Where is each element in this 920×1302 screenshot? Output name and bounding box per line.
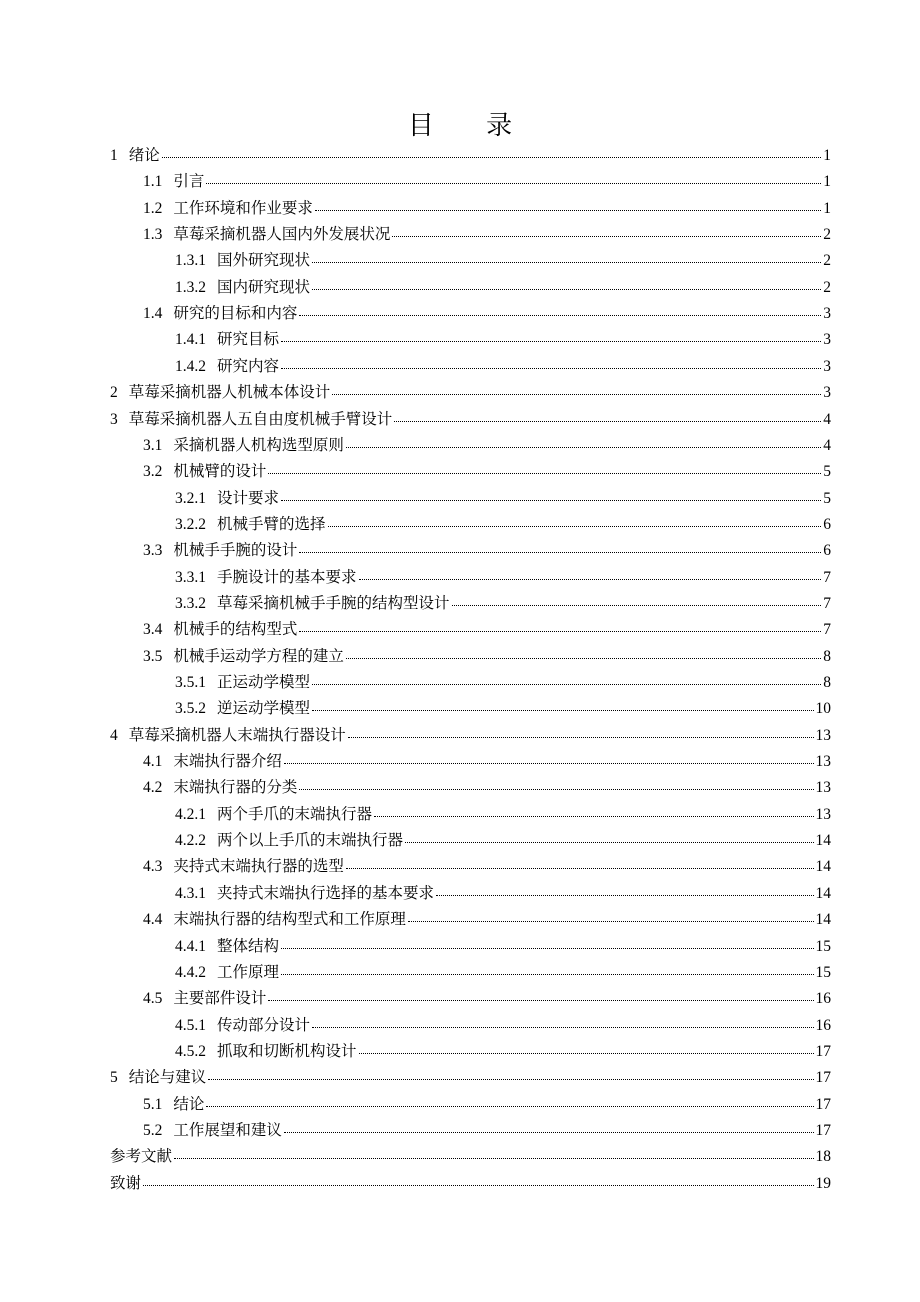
- dot-leader: [405, 841, 813, 843]
- toc-entry-number: 3.2: [143, 463, 163, 481]
- toc-entry-number: 3.5.2: [175, 700, 206, 718]
- toc-entry-label: 机械臂的设计: [173, 462, 267, 481]
- toc-entry-label: 夹持式末端执行器的选型: [173, 857, 344, 876]
- toc-entry-page: 19: [815, 1174, 831, 1192]
- toc-entry-page: 15: [815, 937, 831, 955]
- toc-entry[interactable]: [175, 669, 831, 695]
- toc-entry-page: 13: [815, 726, 831, 744]
- dot-leader: [162, 156, 821, 158]
- toc-entry-page: 5: [823, 489, 831, 507]
- toc-entry-label: 引言: [173, 172, 205, 191]
- toc-entry-number: 5.2: [143, 1121, 163, 1139]
- toc-entry-label: 草莓采摘机器人国内外发展状况: [173, 225, 391, 244]
- toc-entry-page: 14: [815, 858, 831, 876]
- dot-leader: [284, 762, 814, 764]
- toc-entry-page: 14: [815, 884, 831, 902]
- toc-entry-label: 草莓采摘机器人五自由度机械手臂设计: [128, 409, 393, 428]
- dot-leader: [452, 604, 822, 606]
- toc-entry-number: 3.2.1: [175, 489, 206, 507]
- toc-entry[interactable]: [110, 1170, 831, 1196]
- toc-entry[interactable]: [110, 406, 831, 432]
- dot-leader: [281, 499, 821, 501]
- dot-leader: [436, 894, 813, 896]
- toc-entry[interactable]: [143, 458, 831, 484]
- toc-entry-page: 16: [815, 990, 831, 1008]
- toc-entry[interactable]: [175, 1012, 831, 1038]
- toc-entry-page: 4: [823, 436, 831, 454]
- toc-entry[interactable]: [143, 853, 831, 879]
- toc-entry-number: 4.4.2: [175, 963, 206, 981]
- toc-entry-label: 草莓采摘机器人末端执行器设计: [128, 725, 346, 744]
- toc-entry-label: 机械手手腕的设计: [173, 541, 298, 560]
- toc-entry-page: 8: [823, 674, 831, 691]
- toc-entry-page: 18: [815, 1148, 831, 1166]
- toc-entry-page: 14: [815, 911, 831, 929]
- toc-entry-label: 末端执行器的分类: [173, 778, 298, 797]
- toc-entry[interactable]: [175, 880, 831, 906]
- toc-entry[interactable]: [175, 801, 831, 827]
- dot-leader: [281, 340, 821, 342]
- toc-entry[interactable]: [175, 933, 831, 959]
- toc-entry[interactable]: [175, 959, 831, 985]
- toc-entry-label: 采摘机器人机构选型原则: [173, 435, 344, 454]
- dot-leader: [328, 525, 822, 527]
- toc-entry-label: 工作展望和建议: [173, 1120, 282, 1139]
- toc-entry-number: 1.3: [143, 226, 163, 244]
- toc-entry-page: 17: [815, 1121, 831, 1139]
- dot-leader: [206, 182, 821, 184]
- toc-entry[interactable]: [143, 774, 831, 800]
- toc-entry-page: 3: [823, 384, 831, 402]
- toc-entry-number: 4.2.2: [175, 832, 206, 850]
- toc-entry-label: 国内研究现状: [217, 277, 311, 296]
- toc-entry[interactable]: [143, 168, 831, 194]
- toc-entry-label: 整体结构: [217, 936, 280, 955]
- dot-leader: [281, 973, 813, 975]
- toc-entry-number: 4.5.1: [175, 1016, 206, 1034]
- toc-entry-page: 7: [823, 621, 831, 639]
- toc-entry-label: 两个手爪的末端执行器: [217, 804, 373, 823]
- dot-leader: [346, 867, 814, 869]
- toc-entry[interactable]: [143, 1091, 831, 1117]
- dot-leader: [299, 630, 821, 632]
- dot-leader: [299, 788, 813, 790]
- toc-entry-page: 5: [823, 463, 831, 481]
- toc-entry-page: 2: [823, 278, 831, 296]
- toc-entry-number: 3.1: [143, 436, 163, 454]
- toc-entry[interactable]: [110, 1143, 831, 1169]
- toc-entry-page: 7: [823, 568, 831, 586]
- dot-leader: [206, 1105, 813, 1107]
- toc-entry-number: 4.2.1: [175, 805, 206, 823]
- toc-entry-number: 3.4: [143, 621, 163, 639]
- toc-entry-page: 17: [815, 1042, 831, 1060]
- toc-entry-page: 13: [815, 805, 831, 823]
- toc-entry-label: 草莓采摘机械手手腕的结构型设计: [217, 593, 450, 612]
- toc-entry-number: 1.4.2: [175, 357, 206, 375]
- toc-entry-page: 1: [823, 199, 831, 217]
- toc-entry-number: 4.4: [143, 911, 163, 929]
- toc-title: 目 录: [407, 111, 535, 141]
- toc-entry[interactable]: [143, 616, 831, 642]
- toc-entry-number: 2: [110, 384, 118, 402]
- toc-entry-number: 1.4.1: [175, 331, 206, 349]
- toc-entry-number: 1.4: [143, 305, 163, 323]
- toc-entry-page: 3: [823, 305, 831, 323]
- toc-entry-label: 研究目标: [217, 330, 280, 349]
- toc-entry-number: 1.3.2: [175, 278, 206, 296]
- toc-entry[interactable]: [175, 511, 831, 537]
- toc-entry-number: 4.5: [143, 990, 163, 1008]
- toc-entry-label: 传动部分设计: [217, 1015, 311, 1034]
- dot-leader: [143, 1184, 813, 1186]
- dot-leader: [281, 367, 821, 369]
- toc-entry-label: 结论与建议: [128, 1068, 207, 1087]
- toc-entry-page: 2: [823, 226, 831, 244]
- toc-entry[interactable]: [175, 353, 831, 379]
- toc-entry-label: 主要部件设计: [173, 989, 267, 1008]
- dot-leader: [312, 709, 813, 711]
- toc-entry[interactable]: [143, 906, 831, 932]
- toc-entry[interactable]: [175, 274, 831, 300]
- toc-entry-number: 1.2: [143, 199, 163, 217]
- toc-entry-label: 机械手臂的选择: [217, 514, 326, 533]
- toc-entry-page: 14: [815, 832, 831, 850]
- toc-entry-label: 两个以上手爪的末端执行器: [217, 831, 404, 850]
- dot-leader: [394, 420, 821, 422]
- toc-entry-number: 5: [110, 1069, 118, 1087]
- dot-leader: [268, 472, 821, 474]
- toc-entry-page: 2: [823, 252, 831, 270]
- toc-entry[interactable]: [143, 221, 831, 247]
- toc-entry-number: 4.1: [143, 753, 163, 771]
- toc-entry[interactable]: [110, 722, 831, 748]
- toc-entry-number: 3: [110, 410, 118, 428]
- toc-entry-number: 3.3.1: [175, 568, 206, 586]
- toc-entry-page: 1: [823, 173, 831, 191]
- toc-entry-number: 3.5.1: [175, 674, 206, 691]
- dot-leader: [332, 393, 821, 395]
- toc-entry-page: 7: [823, 594, 831, 612]
- toc-entry[interactable]: [143, 748, 831, 774]
- toc-entry-label: 设计要求: [217, 488, 280, 507]
- toc-entry-label: 参考文献: [110, 1147, 173, 1166]
- dot-leader: [299, 551, 821, 553]
- toc-entry-label: 绪论: [128, 146, 160, 164]
- dot-leader: [312, 1026, 813, 1028]
- toc-entry-page: 13: [815, 779, 831, 797]
- toc-entry-label: 工作原理: [217, 962, 280, 981]
- toc-entry-page: 1: [823, 147, 831, 164]
- toc-entry-label: 机械手运动学方程的建立: [173, 646, 344, 665]
- toc-entry[interactable]: [175, 827, 831, 853]
- toc-entry[interactable]: [143, 300, 831, 326]
- toc-entry-page: 13: [815, 753, 831, 771]
- toc-entry-label: 研究内容: [217, 356, 280, 375]
- toc-entry-label: 末端执行器介绍: [173, 752, 282, 771]
- toc-entry[interactable]: [175, 247, 831, 273]
- toc-entry-number: 4.4.1: [175, 937, 206, 955]
- toc-entry-label: 夹持式末端执行选择的基本要求: [217, 883, 435, 902]
- toc-entry-page: 6: [823, 542, 831, 560]
- toc-entry-label: 抓取和切断机构设计: [217, 1041, 357, 1060]
- toc-entry-page: 4: [823, 410, 831, 428]
- toc-entry-page: 8: [823, 647, 831, 665]
- toc-entry[interactable]: [110, 379, 831, 405]
- toc-entry-label: 工作环境和作业要求: [173, 198, 313, 217]
- toc-entry[interactable]: [175, 326, 831, 352]
- toc-entry-label: 逆运动学模型: [217, 699, 311, 718]
- dot-leader: [359, 1052, 814, 1054]
- toc-entry-label: 末端执行器的结构型式和工作原理: [173, 910, 406, 929]
- toc-entry-page: 17: [815, 1069, 831, 1087]
- toc-entry-number: 5.1: [143, 1095, 163, 1113]
- toc-entry-number: 4.2: [143, 779, 163, 797]
- toc-entry-page: 3: [823, 357, 831, 375]
- toc-entry[interactable]: [143, 195, 831, 221]
- dot-leader: [299, 314, 821, 316]
- toc-entry-number: 4.3.1: [175, 884, 206, 902]
- toc-entry[interactable]: [175, 695, 831, 721]
- dot-leader: [348, 736, 814, 738]
- toc-entry[interactable]: [175, 1038, 831, 1064]
- toc-entry-number: 1.1: [143, 173, 163, 191]
- toc-entry-page: 3: [823, 331, 831, 349]
- dot-leader: [312, 683, 821, 685]
- toc-entry[interactable]: [175, 590, 831, 616]
- toc-entry-number: 3.2.2: [175, 515, 206, 533]
- toc-entry[interactable]: [143, 1117, 831, 1143]
- dot-leader: [408, 920, 814, 922]
- toc-entry-number: 3.5: [143, 647, 163, 665]
- dot-leader: [268, 999, 813, 1001]
- toc-entry[interactable]: [175, 485, 831, 511]
- toc-entry[interactable]: [175, 564, 831, 590]
- toc-entry[interactable]: [110, 1064, 831, 1090]
- dot-leader: [346, 446, 821, 448]
- toc-entry-number: 1: [110, 147, 118, 164]
- toc-entry[interactable]: [110, 142, 831, 168]
- toc-entry-page: 17: [815, 1095, 831, 1113]
- dot-leader: [346, 657, 821, 659]
- toc-entry-label: 结论: [173, 1094, 205, 1113]
- toc-entry-number: 4.3: [143, 858, 163, 876]
- toc-entry-page: 6: [823, 515, 831, 533]
- toc-entry-page: 15: [815, 963, 831, 981]
- toc-entry-label: 手腕设计的基本要求: [217, 567, 357, 586]
- toc-entry[interactable]: [143, 643, 831, 669]
- dot-leader: [374, 815, 813, 817]
- toc-entry-number: 3.3: [143, 542, 163, 560]
- toc-entry-label: 机械手的结构型式: [173, 620, 298, 639]
- dot-leader: [315, 209, 821, 211]
- toc-entry-label: 研究的目标和内容: [173, 304, 298, 323]
- dot-leader: [392, 235, 821, 237]
- toc-entry[interactable]: [143, 432, 831, 458]
- dot-leader: [359, 578, 822, 580]
- toc-entry-number: 3.3.2: [175, 594, 206, 612]
- dot-leader: [312, 261, 821, 263]
- dot-leader: [281, 947, 813, 949]
- toc-entry-page: 16: [815, 1016, 831, 1034]
- dot-leader: [284, 1131, 814, 1133]
- dot-leader: [174, 1157, 813, 1159]
- toc-entry-number: 1.3.1: [175, 252, 206, 270]
- toc-entry[interactable]: [143, 985, 831, 1011]
- toc-entry-page: 10: [815, 700, 831, 718]
- toc-entry-number: 4.5.2: [175, 1042, 206, 1060]
- toc-entry-label: 正运动学模型: [217, 673, 311, 691]
- toc-entry-label: 致谢: [110, 1173, 142, 1192]
- toc-entry-number: 4: [110, 726, 118, 744]
- dot-leader: [312, 288, 821, 290]
- toc-entry[interactable]: [143, 537, 831, 563]
- toc-entry-label: 国外研究现状: [217, 251, 311, 270]
- toc-entry-label: 草莓采摘机器人机械本体设计: [128, 383, 331, 402]
- dot-leader: [208, 1078, 813, 1080]
